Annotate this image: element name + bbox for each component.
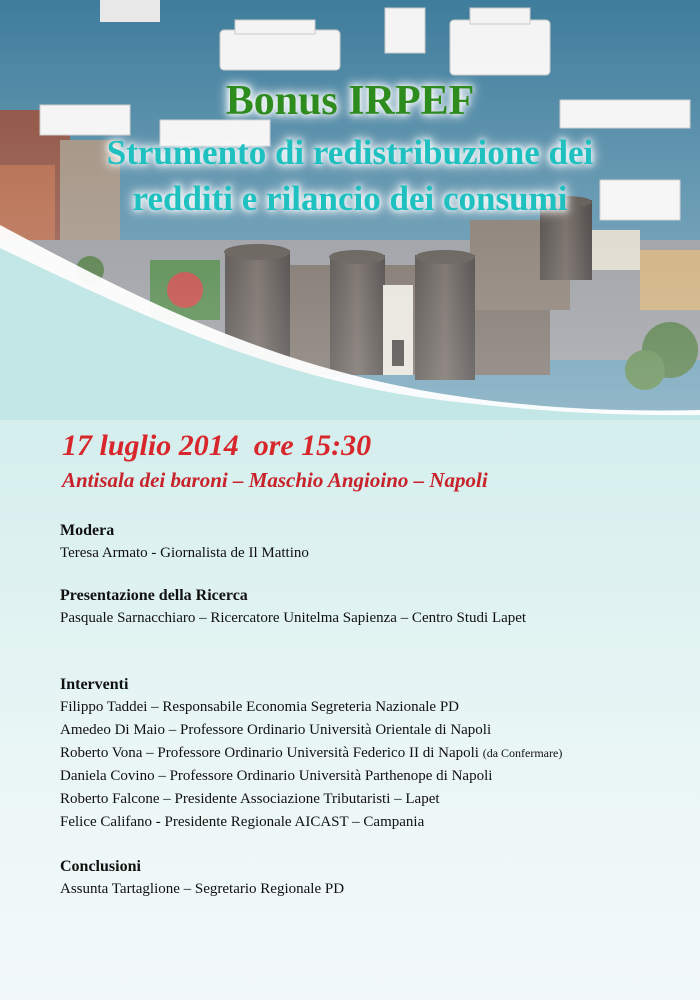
speaker-line <box>60 742 680 765</box>
section-interventi <box>60 674 680 834</box>
event-info <box>62 428 682 494</box>
speaker-line: Amedeo Di Maio – Professore Ordinario Università Orientale di Napoli <box>60 722 492 738</box>
section-heading-ricerca: Presentazione della Ricerca <box>60 587 248 604</box>
speaker-line-text: Roberto Vona – Professore Ordinario Università Federico II di Napoli <box>60 745 479 761</box>
event-location: Antisala dei baroni – Maschio Angioino – Napoli <box>62 468 488 492</box>
conclusion-speaker-line: Assunta Tartaglione – Segretario Regionale PD <box>60 881 345 897</box>
moderator-line: Teresa Armato - Giornalista de Il Mattino <box>60 545 309 561</box>
section-ricerca <box>60 585 680 630</box>
event-date-time: 17 luglio 2014 ore 15:30 <box>62 429 372 462</box>
speaker-line: Filippo Taddei – Responsabile Economia Segreteria Nazionale PD <box>60 699 459 715</box>
section-heading-interventi: Interventi <box>60 676 129 693</box>
speaker-line: Daniela Covino – Professore Ordinario Università Parthenope di Napoli <box>60 768 493 784</box>
to-confirm-note: (da Confermare) <box>482 746 563 760</box>
subtitle-line-1: Strumento di redistribuzione dei <box>106 133 594 172</box>
section-modera <box>60 520 680 565</box>
research-presenter-line: Pasquale Sarnacchiaro – Ricercatore Unitelma Sapienza – Centro Studi Lapet <box>60 610 527 626</box>
section-heading-modera: Modera <box>60 522 115 539</box>
section-heading-conclusioni: Conclusioni <box>60 858 141 875</box>
title-block <box>0 78 700 222</box>
program-content <box>60 520 680 901</box>
speaker-line: Roberto Falcone – Presidente Associazione Tributaristi – Lapet <box>60 791 440 807</box>
page-title: Bonus IRPEF <box>225 78 475 124</box>
subtitle-line-2: redditi e rilancio dei consumi <box>132 179 568 218</box>
speaker-line: Felice Califano - Presidente Regionale AICAST – Campania <box>60 814 425 830</box>
section-conclusioni <box>60 856 680 901</box>
